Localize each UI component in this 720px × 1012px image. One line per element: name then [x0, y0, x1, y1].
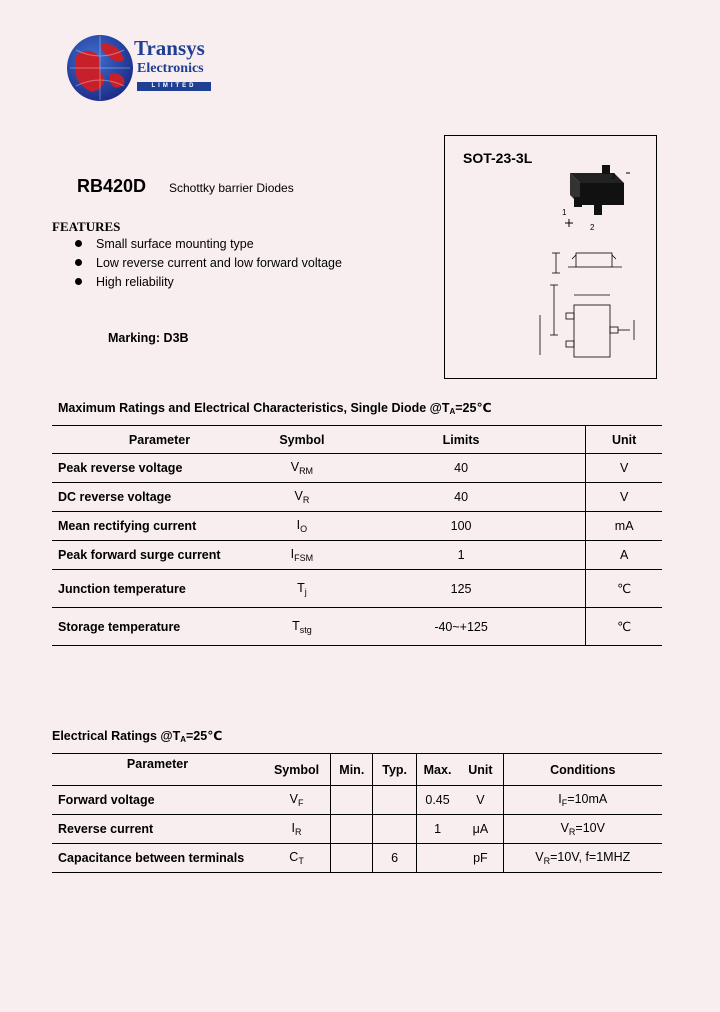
symbol-sub: FSM — [294, 553, 314, 563]
package-top-view — [540, 285, 634, 357]
cond-symbol: V — [535, 850, 544, 864]
cell-unit: A — [586, 541, 662, 570]
cell-conditions — [503, 844, 662, 873]
pin-1-label: 1 — [562, 208, 567, 217]
title-prefix: Maximum Ratings and Electrical Characteristics, Single Diode @T — [58, 401, 450, 415]
cell-symbol — [267, 608, 337, 646]
cond-value: =10mA — [567, 792, 608, 806]
header-limits: Limits — [337, 426, 586, 454]
globe-logo-icon — [66, 34, 134, 102]
symbol-sub: R — [295, 827, 302, 837]
symbol-sub: O — [300, 524, 308, 534]
cell-parameter: Peak reverse voltage — [52, 454, 267, 483]
cell-unit: V — [586, 454, 662, 483]
table-row — [52, 844, 662, 873]
symbol-sub: R — [302, 495, 310, 505]
cell-limits: 40 — [337, 454, 586, 483]
cell-unit: μA — [458, 815, 503, 844]
title-prefix: Electrical Ratings @T — [52, 729, 181, 743]
cell-unit: pF — [458, 844, 503, 873]
cell-conditions — [503, 786, 662, 815]
cell-min — [331, 815, 373, 844]
title-sub: A — [449, 407, 456, 416]
cell-min — [331, 786, 373, 815]
symbol-main: I — [296, 518, 301, 532]
symbol-sub: RM — [299, 466, 314, 476]
table-row — [52, 815, 662, 844]
table-row — [52, 570, 662, 608]
electrical-ratings-table — [52, 753, 662, 873]
pin-3-label: 3 — [611, 172, 616, 181]
cell-parameter: Peak forward surge current — [52, 541, 267, 570]
cell-parameter: DC reverse voltage — [52, 483, 267, 512]
cell-limits: 1 — [337, 541, 586, 570]
header-unit: Unit — [458, 754, 503, 786]
symbol-sub: stg — [299, 624, 312, 635]
company-name: Transys — [134, 36, 205, 60]
table-header-row — [52, 426, 662, 454]
cell-max: 1 — [416, 815, 458, 844]
header-parameter: Parameter — [52, 754, 263, 786]
table-row — [52, 786, 662, 815]
header-typ: Typ. — [373, 754, 416, 786]
symbol-sub: F — [297, 798, 304, 808]
cell-unit: ℃ — [586, 570, 662, 608]
pin-2-label: 2 — [590, 223, 595, 232]
cell-typ — [373, 786, 416, 815]
title-suffix: =25℃ — [455, 401, 492, 415]
header-symbol: Symbol — [267, 426, 337, 454]
part-description: Schottky barrier Diodes — [169, 181, 294, 195]
feature-item — [75, 275, 174, 289]
table-row — [52, 608, 662, 646]
header-parameter: Parameter — [52, 426, 267, 454]
cell-symbol — [267, 483, 337, 512]
header-conditions: Conditions — [503, 754, 662, 786]
symbol-sub: j — [304, 586, 307, 597]
symbol-main: T — [292, 618, 300, 633]
features-heading: FEATURES — [52, 219, 121, 234]
cell-unit: V — [458, 786, 503, 815]
table-row — [52, 541, 662, 570]
cell-limits: -40~+125 — [337, 608, 586, 646]
feature-item — [75, 237, 254, 251]
package-side-view — [552, 253, 622, 273]
company-division: Electronics — [137, 61, 204, 76]
cell-unit: V — [586, 483, 662, 512]
header-unit: Unit — [586, 426, 662, 454]
symbol-main: V — [289, 792, 298, 806]
cell-parameter: Reverse current — [52, 815, 263, 844]
cell-min — [331, 844, 373, 873]
header-min: Min. — [331, 754, 373, 786]
feature-item — [75, 256, 342, 270]
table-row — [52, 454, 662, 483]
cell-symbol — [267, 512, 337, 541]
feature-text: Small surface mounting type — [96, 237, 254, 251]
title-sub: A — [180, 735, 186, 744]
cell-symbol — [267, 454, 337, 483]
feature-text: Low reverse current and low forward voltage — [96, 256, 342, 270]
package-name: SOT-23-3L — [463, 150, 533, 166]
symbol-main: I — [291, 821, 296, 835]
feature-text: High reliability — [96, 275, 174, 289]
bullet-icon — [75, 240, 82, 247]
cell-parameter: Capacitance between terminals — [52, 844, 263, 873]
header-max: Max. — [416, 754, 458, 786]
package-drawing — [444, 135, 657, 379]
electrical-ratings-title — [52, 728, 222, 744]
cond-symbol: I — [558, 792, 562, 806]
cell-limits: 40 — [337, 483, 586, 512]
cell-parameter: Mean rectifying current — [52, 512, 267, 541]
table-header-row — [52, 754, 662, 786]
cell-conditions — [503, 815, 662, 844]
symbol-sub: T — [298, 856, 304, 866]
cond-value: =10V — [575, 821, 605, 835]
cell-typ — [373, 815, 416, 844]
symbol-main: C — [289, 850, 299, 864]
part-number: RB420D — [77, 176, 147, 196]
cell-typ: 6 — [373, 844, 416, 873]
max-ratings-title — [58, 400, 492, 416]
header-symbol: Symbol — [263, 754, 331, 786]
cell-limits: 100 — [337, 512, 586, 541]
bullet-icon — [75, 259, 82, 266]
cell-max — [416, 844, 458, 873]
cell-symbol — [263, 844, 331, 873]
symbol-main: I — [290, 547, 295, 561]
symbol-main: V — [290, 460, 300, 474]
marking-code: Marking: D3B — [108, 331, 189, 345]
cell-limits: 125 — [337, 570, 586, 608]
cell-symbol — [267, 570, 337, 608]
table-row — [52, 483, 662, 512]
bullet-icon — [75, 278, 82, 285]
cond-sub: R — [543, 856, 551, 866]
cond-sub: R — [568, 827, 576, 837]
symbol-main: V — [294, 489, 303, 503]
cell-symbol — [263, 786, 331, 815]
cond-value: =10V, f=1MHZ — [550, 850, 631, 864]
cell-unit: ℃ — [586, 608, 662, 646]
symbol-main: T — [297, 580, 305, 595]
cell-parameter: Forward voltage — [52, 786, 263, 815]
cell-parameter: Junction temperature — [52, 570, 267, 608]
max-ratings-table — [52, 425, 662, 646]
cond-symbol: V — [560, 821, 569, 835]
cell-parameter: Storage temperature — [52, 608, 267, 646]
company-suffix: LIMITED — [137, 82, 211, 91]
cell-symbol — [267, 541, 337, 570]
table-row — [52, 512, 662, 541]
cell-unit: mA — [586, 512, 662, 541]
cell-max: 0.45 — [416, 786, 458, 815]
title-suffix: =25℃ — [185, 729, 223, 743]
cond-sub: F — [561, 798, 568, 808]
cell-symbol — [263, 815, 331, 844]
